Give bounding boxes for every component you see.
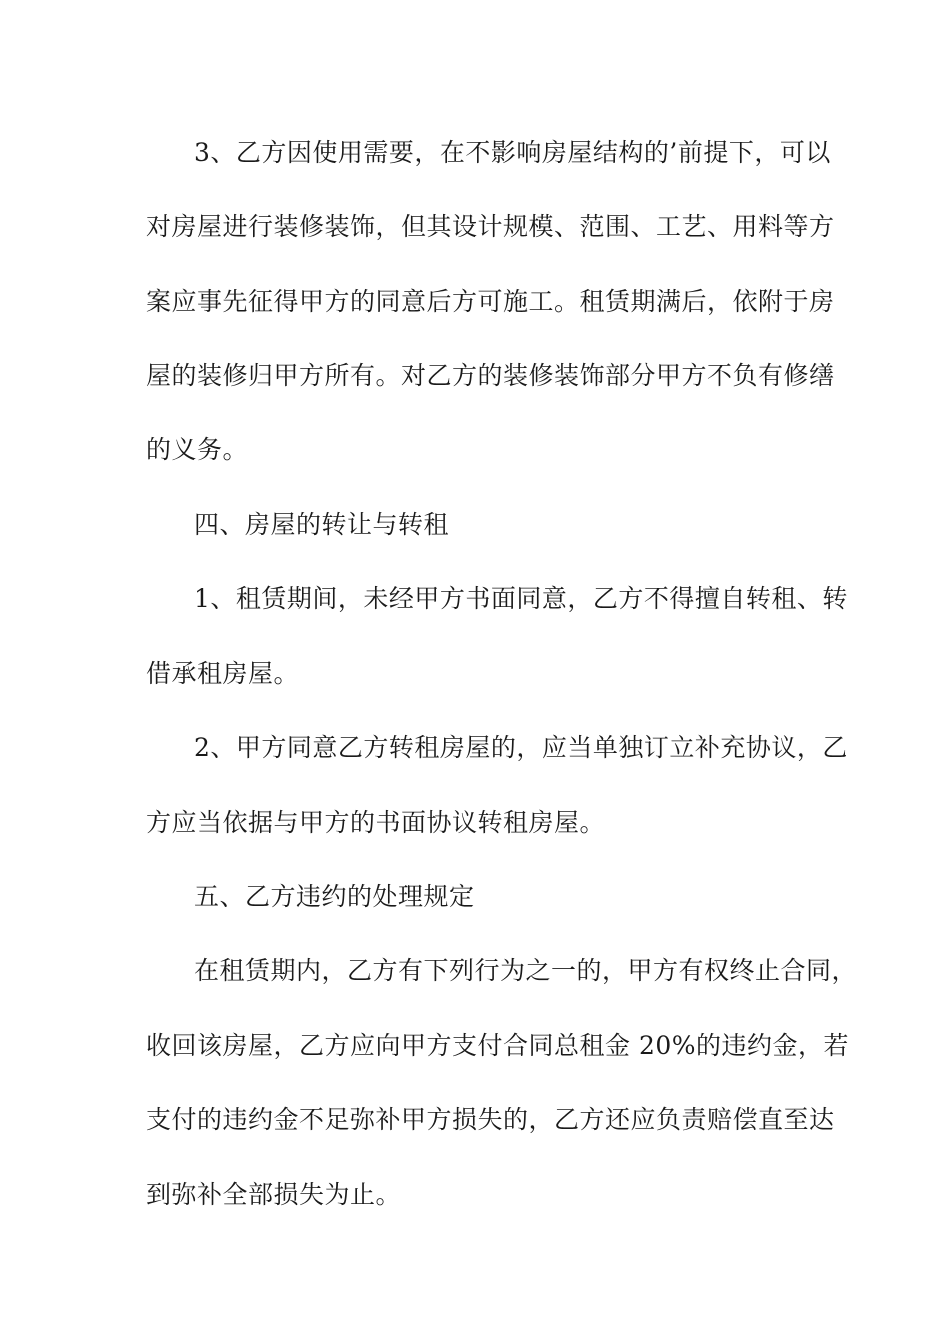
paragraph-line: 1、租赁期间，未经甲方书面同意，乙方不得擅自转租、转 bbox=[194, 584, 848, 613]
paragraph-line: 的义务。 bbox=[146, 435, 249, 464]
paragraph-line: 在租赁期内，乙方有下列行为之一的，甲方有权终止合同， bbox=[194, 956, 858, 985]
section-heading: 五、乙方违约的处理规定 bbox=[194, 882, 475, 911]
paragraph-line: 借承租房屋。 bbox=[146, 659, 300, 688]
paragraph-line: 收回该房屋，乙方应向甲方支付合同总租金 20%的违约金，若 bbox=[146, 1031, 850, 1060]
paragraph-line: 2、甲方同意乙方转租房屋的，应当单独订立补充协议，乙 bbox=[194, 733, 848, 762]
section-heading: 四、房屋的转让与转租 bbox=[194, 510, 450, 539]
paragraph-line: 3、乙方因使用需要，在不影响房屋结构的’前提下，可以 bbox=[194, 138, 831, 167]
paragraph-line: 支付的违约金不足弥补甲方损失的，乙方还应负责赔偿直至达 bbox=[146, 1105, 835, 1134]
paragraph-line: 屋的装修归甲方所有。对乙方的装修装饰部分甲方不负有修缮 bbox=[146, 361, 835, 390]
paragraph-line: 方应当依据与甲方的书面协议转租房屋。 bbox=[146, 808, 606, 837]
paragraph-line: 到弥补全部损失为止。 bbox=[146, 1180, 402, 1209]
paragraph-line: 案应事先征得甲方的同意后方可施工。租赁期满后，依附于房 bbox=[146, 287, 835, 316]
paragraph-line: 对房屋进行装修装饰，但其设计规模、范围、工艺、用料等方 bbox=[146, 212, 835, 241]
